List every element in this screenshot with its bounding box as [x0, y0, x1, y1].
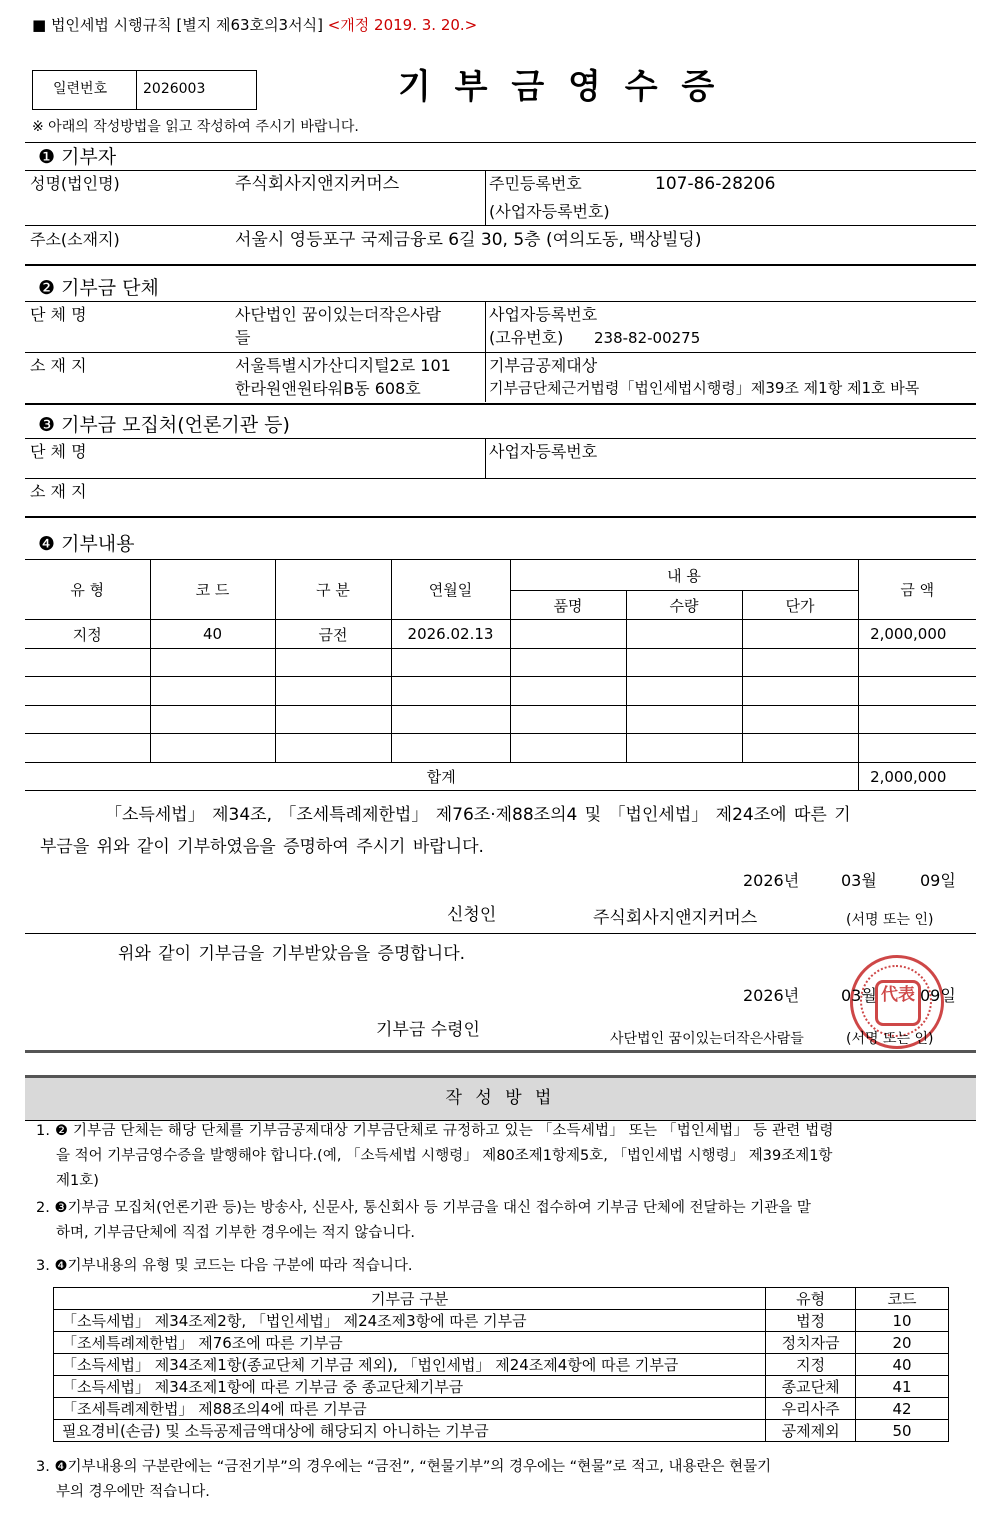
org-name-label: 단 체 명 — [30, 305, 87, 324]
org-reg-sub: (고유번호) — [489, 328, 564, 347]
row-amount: 2,000,000 — [858, 620, 976, 649]
col-date-header: 연월일 — [391, 560, 510, 620]
applicant-label: 신청인 — [447, 905, 497, 925]
code-row-code: 42 — [856, 1398, 949, 1420]
applicant-value: 주식회사지앤지커머스 — [593, 908, 758, 928]
certify-day: 09일 — [920, 871, 956, 890]
applicant-sign-note: (서명 또는 인) — [846, 912, 934, 928]
agent-loc-label: 소 재 지 — [30, 482, 87, 501]
code-table-header-category: 기부금 구분 — [54, 1288, 766, 1310]
code-row-type: 정치자금 — [766, 1332, 856, 1354]
org-name-value-1: 사단법인 꿈이있는더작은사람 — [235, 305, 442, 324]
code-table — [53, 1287, 949, 1442]
code-row-desc: 「소득세법」 제34조제1항(종교단체 기부금 제외), 「법인세법」 제24조제4항에 따른 기부금 — [54, 1354, 766, 1376]
code-row-desc: 「소득세법」 제34조제2항, 「법인세법」 제24조제3항에 따른 기부금 — [54, 1310, 766, 1332]
instruction-2-line-1: 2. ❸기부금 모집처(언론기관 등)는 방송사, 신문사, 통신회사 등 기부금을 대신 접수하여 기부금 단체에 전달하는 기관을 말 — [36, 1200, 811, 1216]
code-table-row — [54, 1376, 949, 1398]
seal-text: 代表 — [881, 985, 915, 1005]
certify-month-2: 03월 — [841, 986, 877, 1005]
instructions-header — [25, 1075, 976, 1121]
certify-year-2: 2026년 — [743, 986, 800, 1005]
code-row-code: 10 — [856, 1310, 949, 1332]
code-row-code: 41 — [856, 1376, 949, 1398]
code-row-desc: 「조세특례제한법」 제76조에 따른 기부금 — [54, 1332, 766, 1354]
org-deduct-label: 기부금공제대상 — [489, 356, 598, 375]
instruction-1-line-2: 을 적어 기부금영수증을 발행해야 합니다.(예, 「소득세법 시행령」 제80조제1항제5호, 「법인세법 시행령」 제39조제1항 — [56, 1148, 833, 1164]
code-table-row — [54, 1354, 949, 1376]
code-row-code: 40 — [856, 1354, 949, 1376]
org-reg-label: 사업자등록번호 — [489, 305, 598, 324]
donor-reg-label: 주민등록번호 — [489, 174, 582, 193]
contents-table — [25, 559, 976, 791]
row-date: 2026.02.13 — [391, 620, 510, 649]
code-row-code: 20 — [856, 1332, 949, 1354]
row-type: 지정 — [25, 620, 150, 649]
code-row-type: 종교단체 — [766, 1376, 856, 1398]
code-table-header-code: 코드 — [856, 1288, 949, 1310]
row-qty — [626, 620, 742, 649]
recipient-value: 사단법인 꿈이있는더작은사람들 — [610, 1031, 804, 1047]
total-value: 2,000,000 — [858, 763, 976, 791]
instructions-title: 작 성 방 법 — [445, 1088, 556, 1108]
section-donor-title: ❶ 기부자 — [38, 146, 117, 168]
certify-year: 2026년 — [743, 871, 800, 890]
org-loc-value-1: 서울특별시가산디지털2로 101 — [235, 356, 451, 375]
org-reg-value: 238-82-00275 — [594, 329, 701, 347]
instruction-1-line-1: 1. ❷ 기부금 단체는 해당 단체를 기부금공제대상 기부금단체로 규정하고 있는 「소득세법」 또는 「법인세법」 등 관련 법령 — [36, 1123, 834, 1139]
code-table-row — [54, 1398, 949, 1420]
code-row-code: 50 — [856, 1420, 949, 1442]
table-row-empty — [25, 649, 976, 677]
col-qty-header: 수량 — [626, 591, 742, 620]
donor-name-value: 주식회사지앤지커머스 — [235, 174, 400, 194]
instruction-1-line-3: 제1호) — [56, 1173, 99, 1189]
instruction-2-line-2: 하며, 기부금단체에 직접 기부한 경우에는 적지 않습니다. — [56, 1225, 416, 1241]
col-code-header: 코 드 — [150, 560, 275, 620]
row-price — [742, 620, 858, 649]
donor-addr-label: 주소(소재지) — [30, 230, 120, 249]
recipient-sign-note: (서명 또는 인) — [846, 1031, 934, 1047]
row-category: 금전 — [275, 620, 391, 649]
code-row-desc: 「소득세법」 제34조제1항에 따른 기부금 중 종교단체기부금 — [54, 1376, 766, 1398]
instruction-4-line-2: 부의 경우에만 적습니다. — [56, 1484, 210, 1500]
col-category-header: 구 분 — [275, 560, 391, 620]
donor-reg-label-2: (사업자등록번호) — [489, 202, 610, 221]
org-name-value-2: 들 — [235, 328, 251, 347]
code-table-row — [54, 1332, 949, 1354]
instruction-3: 3. ❹기부내용의 유형 및 코드는 다음 구분에 따라 적습니다. — [36, 1258, 413, 1274]
col-detail-header: 내 용 — [510, 560, 858, 591]
table-row-empty — [25, 734, 976, 763]
table-row — [25, 620, 976, 649]
section-agent-title: ❸ 기부금 모집처(언론기관 등) — [38, 414, 290, 436]
col-type-header: 유 형 — [25, 560, 150, 620]
col-item-header: 품명 — [510, 591, 626, 620]
table-row-empty — [25, 706, 976, 734]
code-row-desc: 필요경비(손금) 및 소득공제금액대상에 해당되지 아니하는 기부금 — [54, 1420, 766, 1442]
revision-text: <개정 2019. 3. 20.> — [327, 16, 478, 34]
table-row-empty — [25, 677, 976, 706]
section-contents-title: ❹ 기부내용 — [38, 533, 135, 555]
recipient-label: 기부금 수령인 — [376, 1020, 480, 1040]
certify-day-2: 09일 — [920, 986, 956, 1005]
row-code: 40 — [150, 620, 275, 649]
serial-label: 일련번호 — [53, 81, 108, 97]
row-item — [510, 620, 626, 649]
certify-month: 03월 — [841, 871, 877, 890]
org-loc-value-2: 한라원앤원타워B동 608호 — [235, 379, 421, 398]
code-table-row — [54, 1310, 949, 1332]
total-label: 합계 — [25, 763, 858, 791]
serial-box — [32, 70, 257, 110]
code-row-type: 지정 — [766, 1354, 856, 1376]
certify-text-3: 위와 같이 기부금을 기부받았음을 증명합니다. — [118, 944, 466, 964]
code-row-type: 공제제외 — [766, 1420, 856, 1442]
page-title: 기 부 금 영 수 증 — [398, 67, 721, 107]
code-row-type: 법정 — [766, 1310, 856, 1332]
org-deduct-value: 기부금단체근거법령「법인세법시행령」제39조 제1항 제1호 바목 — [489, 379, 920, 397]
code-table-header-type: 유형 — [766, 1288, 856, 1310]
instruction-4-line-1: 3. ❹기부내용의 구분란에는 “금전기부”의 경우에는 “금전”, “현물기부”의 경우에는 “현물”로 적고, 내용란은 현물기 — [36, 1459, 772, 1475]
regulation-text: ■ 법인세법 시행규칙 [별지 제63호의3서식] — [32, 16, 323, 34]
instruction-note: ※ 아래의 작성방법을 읽고 작성하여 주시기 바랍니다. — [32, 119, 359, 135]
code-row-type: 우리사주 — [766, 1398, 856, 1420]
agent-reg-label: 사업자등록번호 — [489, 442, 598, 461]
col-price-header: 단가 — [742, 591, 858, 620]
certify-text-1: 「소득세법」 제34조, 「조세특례제한법」 제76조·제88조의4 및 「법인세법」 제24조에 따른 기 — [105, 805, 851, 825]
donor-addr-value: 서울시 영등포구 국제금융로 6길 30, 5층 (여의도동, 백상빌딩) — [235, 230, 702, 250]
agent-name-label: 단 체 명 — [30, 442, 87, 461]
section-org-title: ❷ 기부금 단체 — [38, 277, 159, 299]
code-table-row — [54, 1420, 949, 1442]
donor-reg-value: 107-86-28206 — [655, 174, 776, 194]
serial-value: 2026003 — [143, 81, 206, 97]
regulation-label — [32, 16, 477, 35]
col-amount-header: 금 액 — [858, 560, 976, 620]
certify-text-2: 부금을 위와 같이 기부하였음을 증명하여 주시기 바랍니다. — [40, 837, 484, 857]
code-row-desc: 「조세특례제한법」 제88조의4에 따른 기부금 — [54, 1398, 766, 1420]
org-loc-label: 소 재 지 — [30, 356, 87, 375]
donor-name-label: 성명(법인명) — [30, 174, 120, 193]
